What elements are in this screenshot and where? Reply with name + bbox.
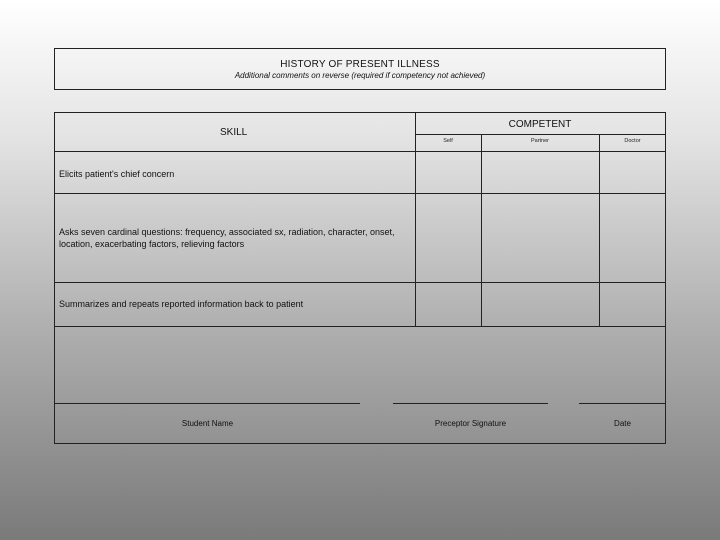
- table-row: [59, 168, 409, 180]
- date-label: Date: [614, 419, 631, 428]
- column-divider-self: [415, 113, 416, 326]
- student-name-label: Student Name: [181, 419, 234, 428]
- competency-form: [54, 112, 666, 444]
- column-divider-partner: [481, 134, 482, 326]
- competent-column-header: COMPETENT: [508, 119, 572, 130]
- column-header-partner: Partner: [530, 138, 550, 144]
- skill-text: Elicits patient's chief concern: [59, 169, 175, 179]
- form-header: [54, 48, 666, 90]
- competent-divider: [415, 134, 666, 135]
- row-divider: [55, 193, 666, 194]
- preceptor-signature-line[interactable]: [393, 403, 548, 404]
- date-line[interactable]: [579, 403, 666, 404]
- student-name-line[interactable]: [55, 403, 360, 404]
- column-header-self: Self: [443, 138, 453, 144]
- skill-text: Asks seven cardinal questions: frequency, associated sx, radiation, character, onset, location, exacerbating factors, relieving factors: [59, 227, 395, 249]
- column-header-doctor: Doctor: [624, 138, 641, 144]
- table-row: [59, 298, 409, 310]
- table-row: [59, 226, 409, 250]
- row-divider: [55, 151, 666, 152]
- skill-column-header: SKILL: [220, 127, 248, 138]
- column-divider-doctor: [599, 134, 600, 326]
- preceptor-signature-label: Preceptor Signature: [434, 419, 507, 428]
- row-divider: [55, 282, 666, 283]
- skill-text: Summarizes and repeats reported information back to patient: [59, 299, 304, 309]
- form-title: HISTORY OF PRESENT ILLNESS: [280, 59, 440, 70]
- row-divider: [55, 326, 666, 327]
- form-subtitle: Additional comments on reverse (required if competency not achieved): [234, 71, 486, 80]
